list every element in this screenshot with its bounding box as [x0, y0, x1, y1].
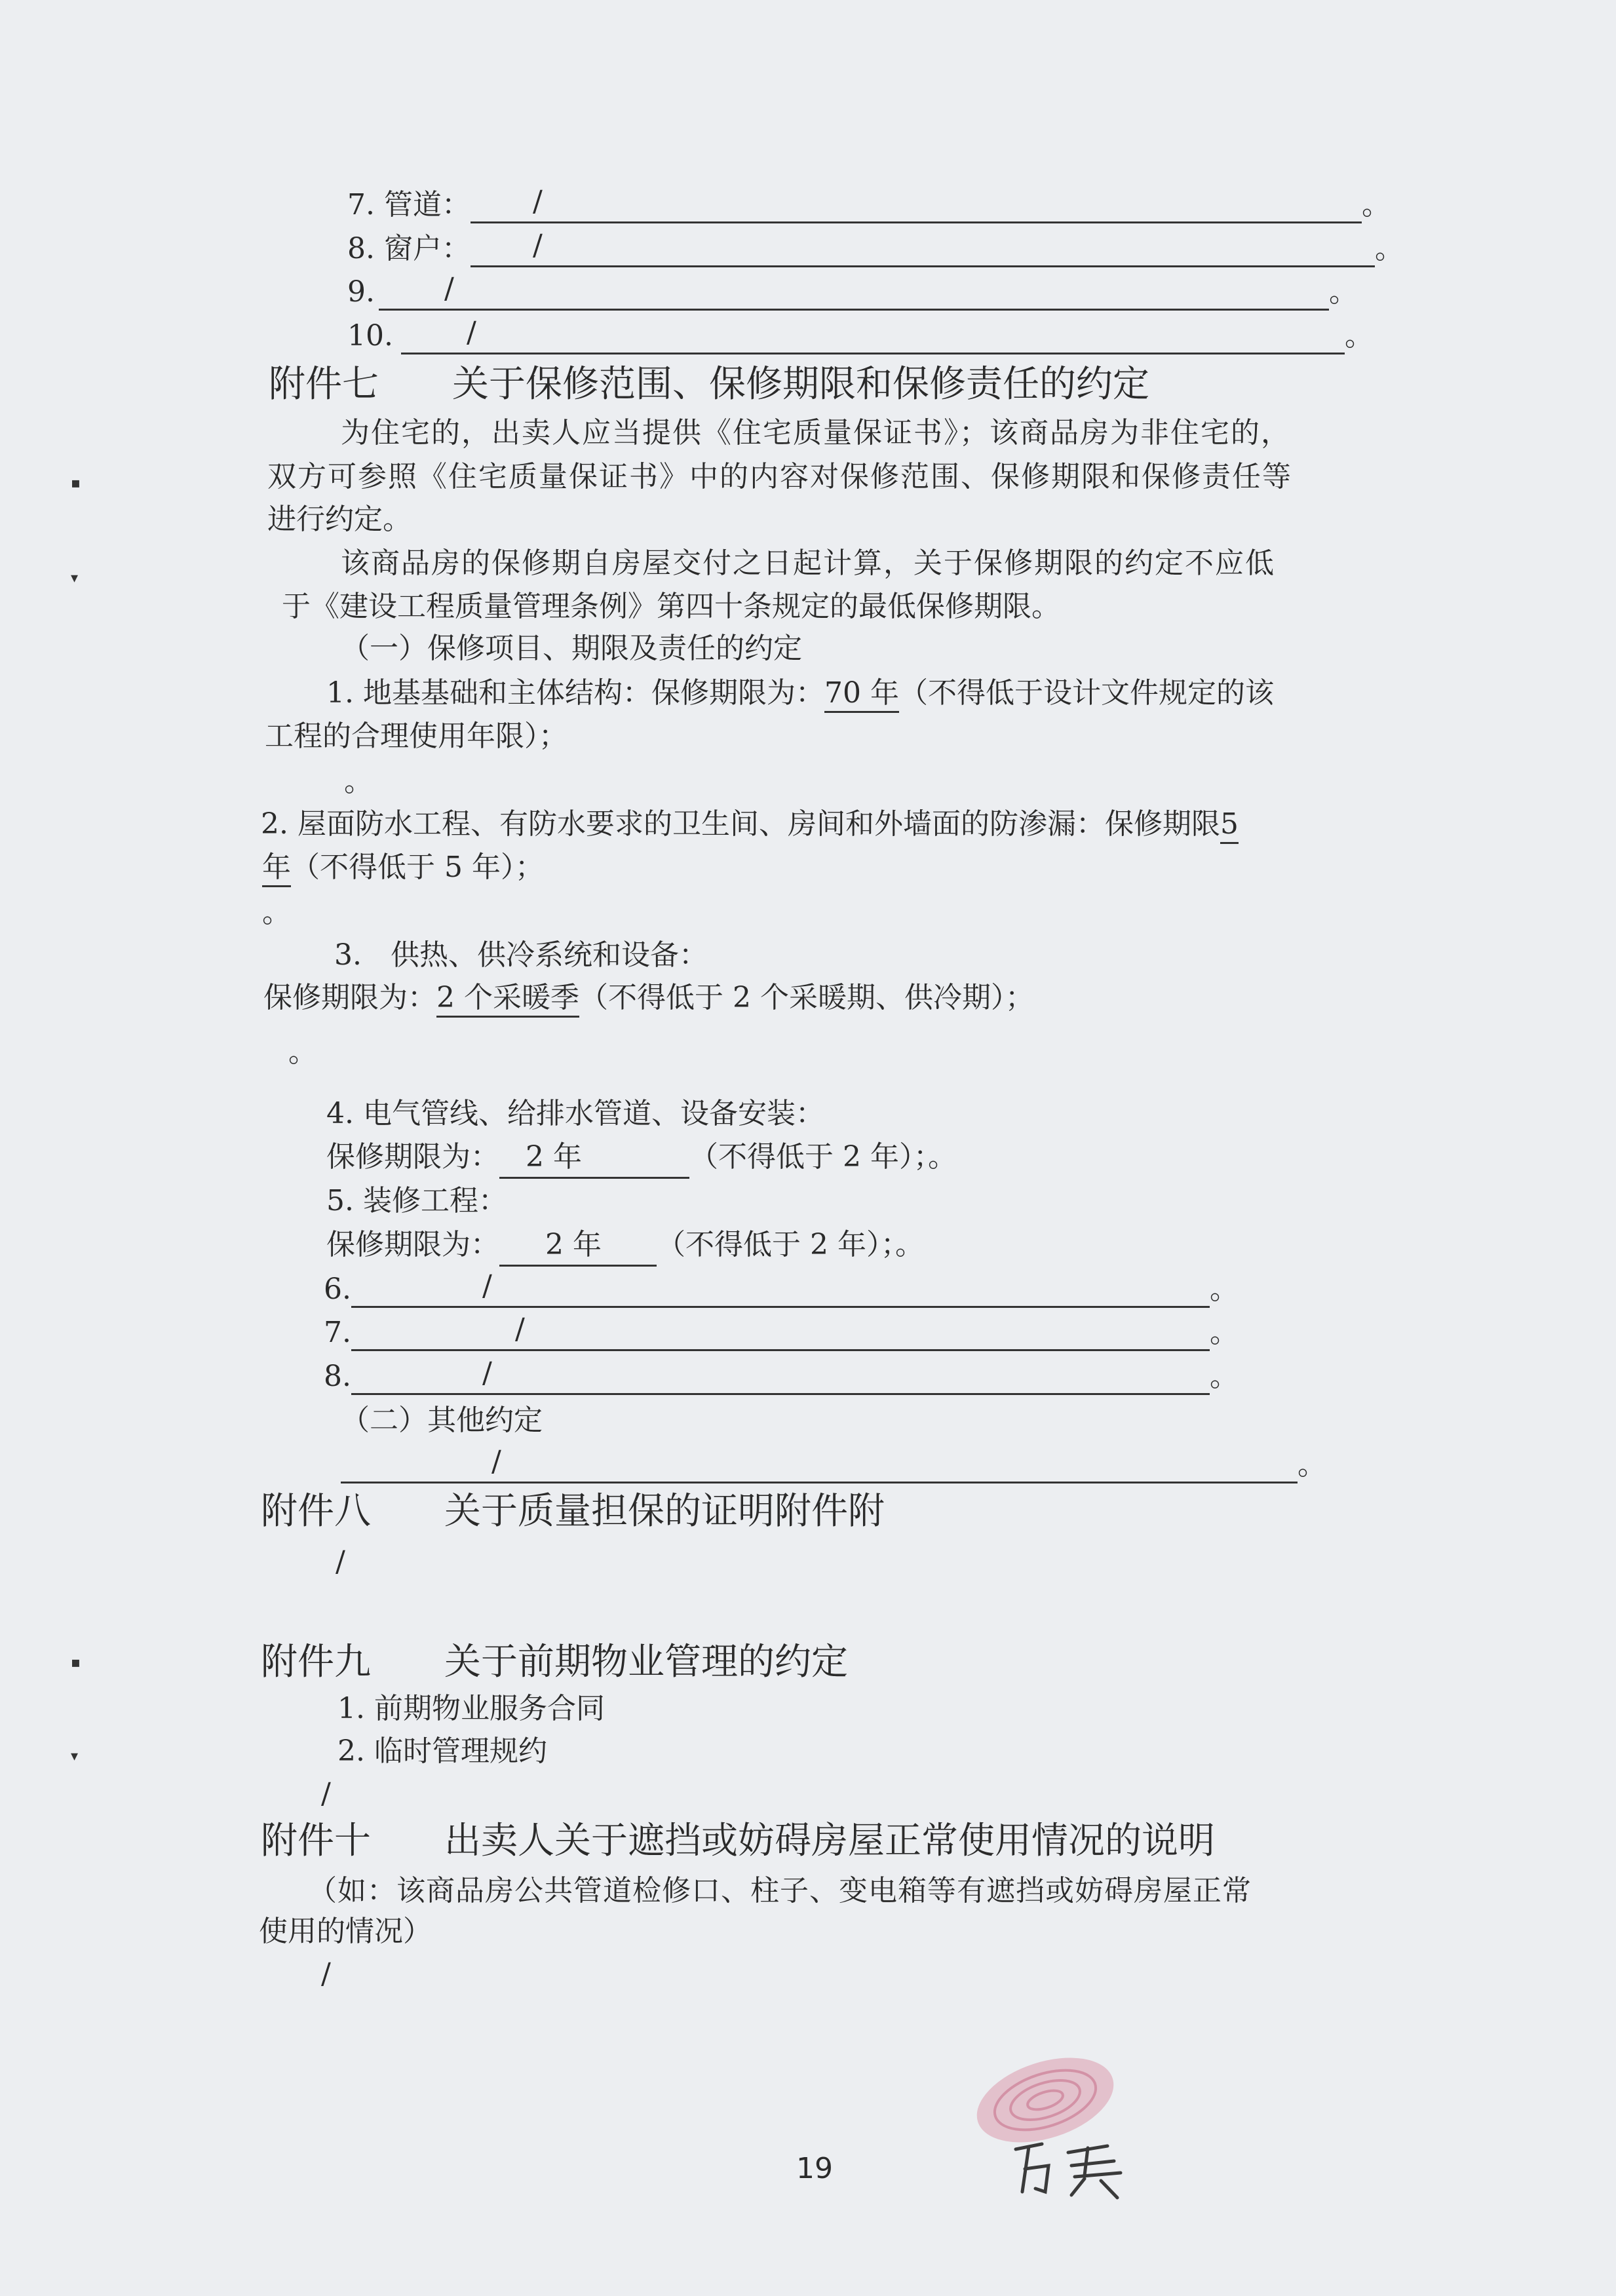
a7-item4-value: 2 年: [499, 1139, 689, 1179]
a9-item1: 1. 前期物业服务合同: [337, 1692, 605, 1725]
a7-item2: 2. 屋面防水工程、有防水要求的卫生间、房间和外墙面的防渗漏：保修期限5: [261, 806, 1239, 843]
a7-item3-value: 2 个采暖季: [436, 981, 579, 1018]
a8-mark: /: [336, 1545, 345, 1578]
a7-dot1: 。: [344, 765, 373, 798]
a7-para1-line1: 为住宅的，出卖人应当提供《住宅质量保证书》；该商品房为非住宅的，: [341, 416, 1291, 450]
page-number: 19: [796, 2152, 833, 2185]
a7-item3: 保修期限为：2 个采暖季（不得低于 2 个采暖期、供冷期）；: [263, 980, 1034, 1016]
a7-item2-line2: 年（不得低于 5 年）；: [262, 849, 544, 886]
binding-hole-mark: ▾: [71, 1748, 79, 1765]
a10-note-line1: （如：该商品房公共管道检修口、柱子、变电箱等有遮挡或妨碍房屋正常: [308, 1874, 1252, 1907]
a7-item1-line2: 工程的合理使用年限）；: [265, 719, 568, 753]
a7-item7: 7. / 。: [324, 1314, 1239, 1351]
binding-hole-mark: ▾: [71, 570, 79, 586]
binding-hole-mark: ▪: [71, 475, 81, 491]
appendix-7-heading: 附件七 关于保修范围、保修期限和保修责任的约定: [269, 363, 1149, 406]
a9-mark: /: [321, 1777, 331, 1810]
a7-other: / 。: [341, 1447, 1326, 1483]
a7-item3-line1: 3. 供热、供冷系统和设备：: [334, 938, 708, 972]
a7-item5-value: 2 年: [499, 1227, 657, 1267]
a7-para1-line3: 进行约定。: [267, 503, 412, 536]
a10-note-line2: 使用的情况）: [259, 1915, 432, 1948]
item-10: 10. / 。: [347, 318, 1374, 354]
a7-item4: 保修期限为： 2 年 （不得低于 2 年）；。: [326, 1139, 957, 1179]
handwritten-signature: [1009, 2130, 1140, 2202]
appendix-9-heading: 附件九 关于前期物业管理的约定: [261, 1641, 848, 1683]
a7-item2-value: 5: [1220, 807, 1239, 844]
binding-hole-mark: ▪: [71, 1655, 81, 1671]
a7-para1-line2: 双方可参照《住宅质量保证书》中的内容对保修范围、保修期限和保修责任等: [267, 460, 1292, 493]
a7-item6: 6. / 。: [324, 1271, 1239, 1308]
a7-item5: 保修期限为： 2 年 （不得低于 2 年）；。: [326, 1227, 924, 1267]
a7-dot3: 。: [288, 1035, 317, 1069]
appendix-10-heading: 附件十 出卖人关于遮挡或妨碍房屋正常使用情况的说明: [261, 1820, 1215, 1862]
a7-para2-line2: 于《建设工程质量管理条例》第四十条规定的最低保修期限。: [282, 590, 1060, 623]
a7-sub1: （一）保修项目、期限及责任的约定: [341, 632, 802, 665]
a7-dot2: 。: [262, 896, 291, 929]
a9-item2: 2. 临时管理规约: [337, 1734, 547, 1768]
a10-mark: /: [321, 1957, 331, 1991]
appendix-8-heading: 附件八 关于质量担保的证明附件附: [261, 1490, 885, 1533]
a7-item5-line1: 5. 装修工程：: [326, 1184, 507, 1217]
item-8-windows: 8. 窗户： / 。: [347, 231, 1404, 267]
a7-sub2: （二）其他约定: [341, 1404, 543, 1437]
a7-para2-line1: 该商品房的保修期自房屋交付之日起计算，关于保修期限的约定不应低: [341, 546, 1275, 580]
item-7-pipes: 7. 管道： / 。: [347, 187, 1391, 223]
a7-item8: 8. / 。: [324, 1358, 1239, 1395]
a7-item4-line1: 4. 电气管线、给排水管道、设备安装：: [326, 1097, 824, 1130]
item-9: 9. / 。: [347, 274, 1358, 311]
a7-item1: 1. 地基基础和主体结构：保修期限为：70 年（不得低于设计文件规定的该: [326, 675, 1274, 712]
a7-item1-value: 70 年: [824, 676, 899, 713]
